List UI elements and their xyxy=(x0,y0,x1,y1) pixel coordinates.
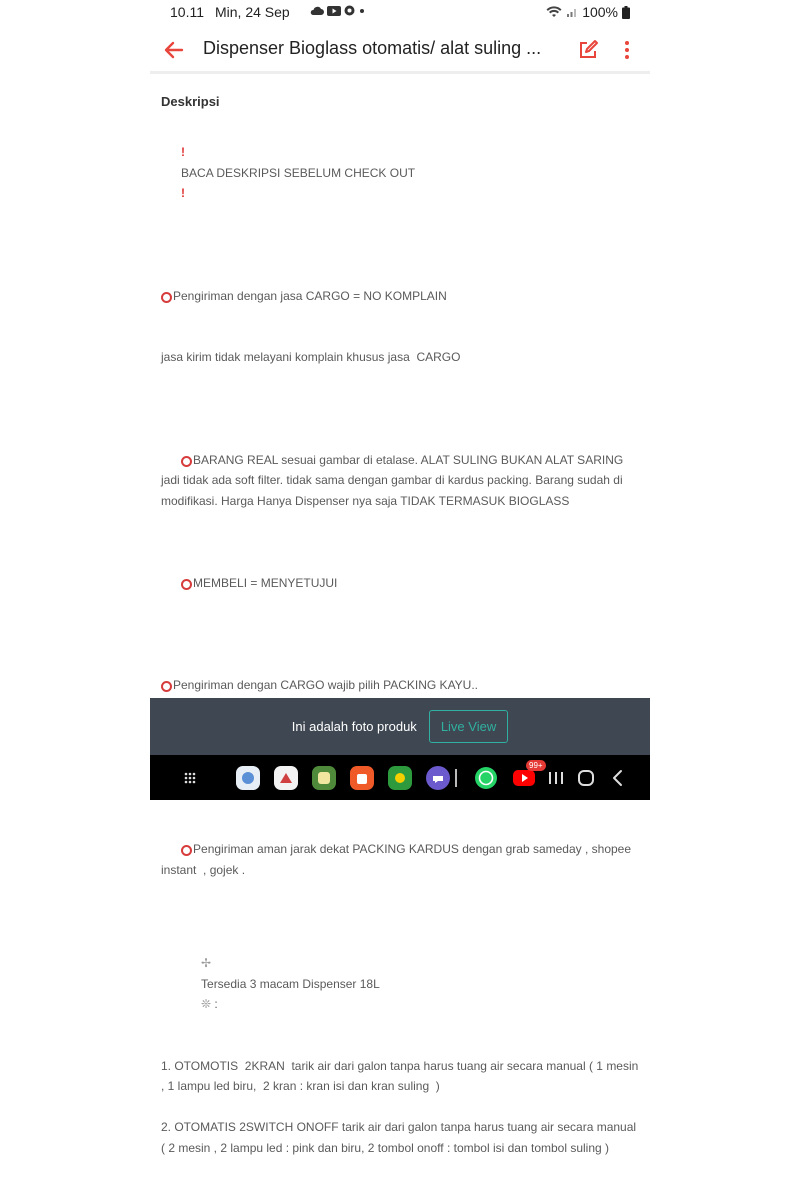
youtube-app[interactable] xyxy=(512,761,543,790)
red-circle-icon xyxy=(181,845,192,856)
status-notification-icons xyxy=(310,5,366,16)
warning-line xyxy=(161,122,641,225)
paragraph-barang-real xyxy=(161,429,641,532)
membeli-text: MEMBELI = MENYETUJUI xyxy=(193,575,338,590)
battery-icon xyxy=(622,6,630,19)
app-icon-6[interactable] xyxy=(426,766,450,790)
cargo-line-2: jasa kirim tidak melayani komplain khusus jasa CARGO xyxy=(161,350,461,364)
app-icon-4[interactable] xyxy=(350,766,374,790)
more-vert-icon[interactable] xyxy=(620,38,634,62)
variants-heading: Tersedia 3 macam Dispenser 18L xyxy=(201,976,380,991)
back-arrow-icon[interactable] xyxy=(160,36,188,64)
edit-icon[interactable] xyxy=(576,38,600,62)
sparkle-icon: ✢ xyxy=(201,956,212,970)
app-icon-5[interactable] xyxy=(388,766,412,790)
exclamation-icon: ! xyxy=(181,145,186,159)
exclamation-icon: ! xyxy=(181,186,186,200)
variant-item-2: 2. OTOMATIS 2SWITCH ONOFF tarik air dari galon tanpa harus tuang air secara manual ( 2 mesin , 2 lampu led : pink dan biru, 2 tombol onoff : tombol isi dan tombol suling ) xyxy=(161,1120,640,1155)
chrome-icon xyxy=(344,5,355,16)
app-icon-3[interactable] xyxy=(312,766,336,790)
signal-icon xyxy=(566,6,578,18)
photo-banner xyxy=(150,698,650,755)
paragraph-cargo xyxy=(161,245,641,409)
whatsapp-icon[interactable] xyxy=(474,766,498,790)
back-icon[interactable] xyxy=(606,766,630,790)
status-date: Min, 24 Sep xyxy=(215,4,290,20)
paragraph-packing-kardus xyxy=(161,819,641,901)
battery-text: 100% xyxy=(582,4,618,20)
description-heading: Deskripsi xyxy=(161,94,220,109)
cloud-icon xyxy=(310,6,324,16)
packing-kardus-text: Pengiriman aman jarak dekat PACKING KARDUS dengan grab sameday , shopee instant , gojek . xyxy=(161,842,635,877)
recents-icon[interactable] xyxy=(544,766,568,790)
app-icon-1[interactable] xyxy=(236,766,260,790)
page-title: Dispenser Bioglass otomatis/ alat suling ... xyxy=(203,38,542,58)
photo-banner-text: Ini adalah foto produk xyxy=(291,719,417,734)
phone-screen xyxy=(150,0,650,1155)
wifi-icon xyxy=(546,6,562,18)
red-circle-icon xyxy=(161,681,172,692)
red-circle-icon xyxy=(181,456,192,467)
divider-icon xyxy=(452,766,460,790)
description-section xyxy=(161,92,641,1179)
packing-kayu-line-1: Pengiriman dengan CARGO wajib pilih PACKING KAYU.. xyxy=(173,678,479,692)
notification-badge: 99+ xyxy=(526,760,546,771)
status-time: 10.11 xyxy=(170,4,204,20)
warning-text: BACA DESKRIPSI SEBELUM CHECK OUT xyxy=(181,165,416,180)
variants-heading-line: ✢ Tersedia 3 macam Dispenser 18L ❊ : xyxy=(201,956,380,1011)
apps-grid-icon[interactable] xyxy=(180,766,204,790)
status-right xyxy=(546,4,630,20)
red-circle-icon xyxy=(161,292,172,303)
dot-icon xyxy=(358,7,366,15)
paragraph-membeli xyxy=(161,552,641,614)
barang-real-text: BARANG REAL sesuai gambar di etalase. ALAT SULING BUKAN ALAT SARING jadi tidak ada soft filter. tidak sama dengan gambar di kardus packing. Barang sudah di modifikasi. Harga Hanya Dispenser nya saja TIDAK TERMASUK BIOGLASS xyxy=(161,452,627,508)
red-circle-icon xyxy=(181,579,192,590)
app-icon-2[interactable] xyxy=(274,766,298,790)
navigation-bar xyxy=(150,755,650,800)
variant-item-1: 1. OTOMOTIS 2KRAN tarik air dari galon tanpa harus tuang air secara manual ( 1 mesin , 1 lampu led biru, 2 kran : kran isi dan kran suling ) xyxy=(161,1058,642,1093)
youtube-icon xyxy=(327,6,341,16)
home-icon[interactable] xyxy=(574,766,598,790)
sparkle-icon: ❊ xyxy=(201,997,212,1011)
app-bar xyxy=(150,26,650,74)
live-view-button[interactable]: Live View xyxy=(429,710,508,743)
status-bar xyxy=(150,0,650,26)
cargo-line-1: Pengiriman dengan jasa CARGO = NO KOMPLAIN xyxy=(173,288,447,303)
